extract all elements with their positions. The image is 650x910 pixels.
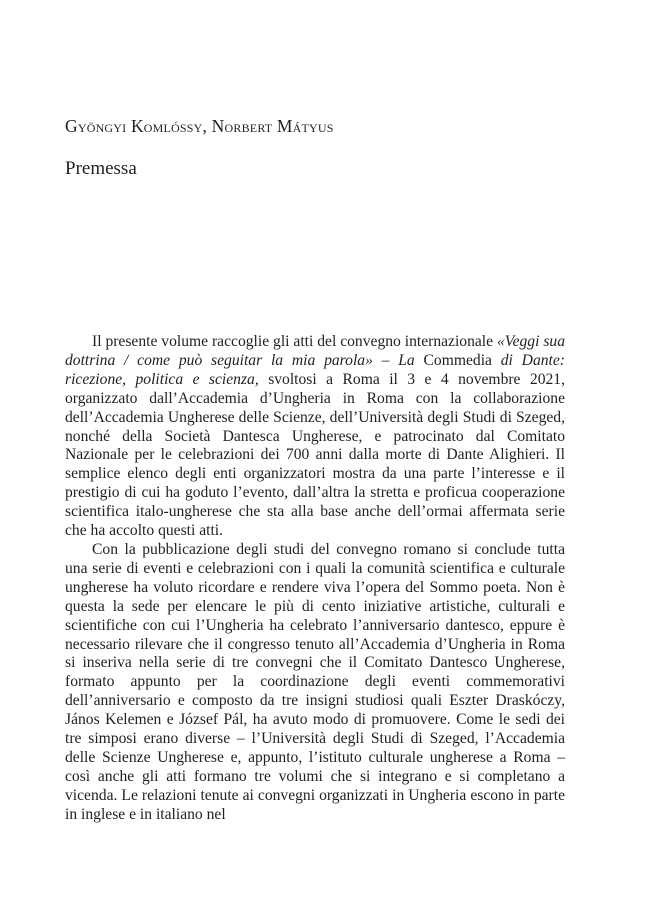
p1-italic-title: «Veggi sua dottrina / come può seguitar la mia parola» – La bbox=[65, 333, 565, 369]
p1-italic-subtitle: di Dante: ricezione, politica e scienza, bbox=[65, 351, 565, 388]
chapter-title: Premessa bbox=[65, 158, 137, 179]
p1-text-2: svoltosi a Roma il 3 e 4 novembre 2021, organizzato dall’Accademia d’Ungheria in Roma con la collaborazione dell’Accademia Ungherese delle Scienze, dell’Università degli Studi di Szeged, nonché della Società Dantesca Ungherese, e patrocinato dal Comitato Nazionale per le celebrazioni dei 700 anni dalla morte di Dante Alighieri. Il semplice elenco degli enti organizzatori mostra da una parte l’interesse e il prestigio di cui ha goduto l’evento, dall’altra la stretta e proficua cooperazione scientifica italo-ungherese che sta alla base anche dell’ormai affermata serie che ha accolto questi atti. bbox=[65, 370, 565, 540]
body-text bbox=[65, 333, 565, 825]
chapter-authors: Gyöngyi Komlóssy, Norbert Mátyus bbox=[65, 116, 334, 136]
p1-text-1: Il presente volume raccoglie gli atti del convegno internazionale bbox=[92, 333, 497, 350]
paragraph-2: Con la pubblicazione degli studi del convegno romano si conclude tutta una serie di eventi e celebrazioni con i quali la comunità scientifica e culturale ungherese ha voluto ricordare e rendere viva l’opera del Sommo poeta. Non è questa la sede per elencare le più di cento iniziative artistiche, culturali e scientifiche con cui l’Ungheria ha celebrato l’anniversario dantesco, eppure è necessario rilevare che il congresso tenuto all’Accademia d’Ungheria in Roma si inseriva nella serie di tre convegni che il Comitato Dantesco Ungherese, formato appunto per la coordinazione degli eventi commemorativi dell’anniversario e composto da tre insigni studiosi quali Eszter Draskóczy, János Kelemen e József Pál, ha avuto modo di promuovere. Come le sedi dei tre simposi erano diverse – l’Università degli Studi di Szeged, l’Accademia delle Scienze Ungherese e, appunto, l’istituto culturale ungherese a Roma – così anche gli atti formano tre volumi che si integrano e si completano a vicenda. Le relazioni tenute ai convegni organizzati in Ungheria escono in parte in inglese e in italiano nel bbox=[65, 540, 565, 823]
p1-text-commedia: Commedia bbox=[423, 351, 492, 369]
paragraph-1 bbox=[65, 333, 565, 541]
